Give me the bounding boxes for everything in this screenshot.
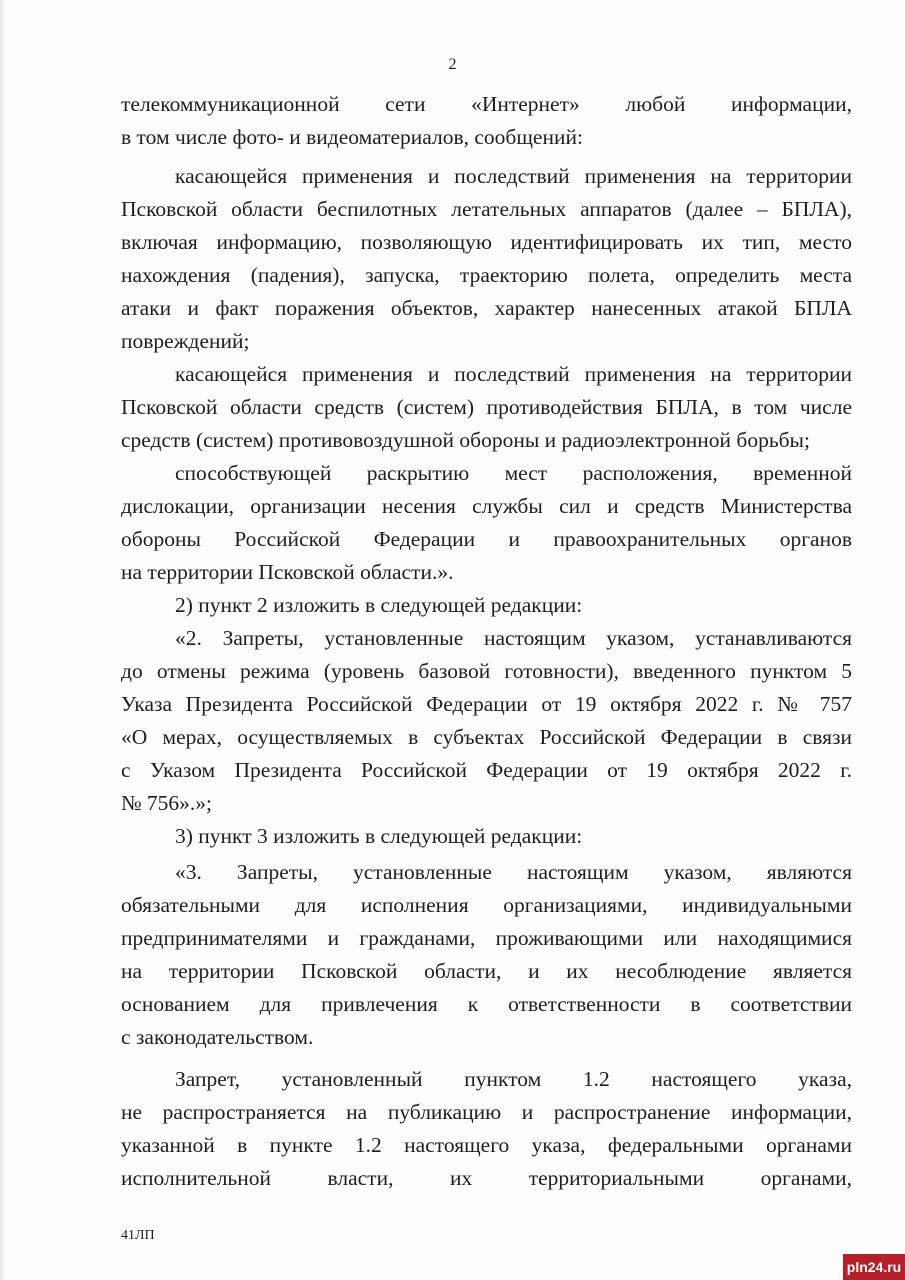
text-line: способствующей раскрытию мест расположения, временной <box>175 461 852 485</box>
text-line: предпринимателями и гражданами, проживающими или находящимися <box>121 926 852 950</box>
text-line: обязательными для исполнения организациями, индивидуальными <box>121 893 852 917</box>
text-line: в том числе фото- и видеоматериалов, сообщений: <box>121 125 583 149</box>
text-line: «2. Запреты, установленные настоящим указом, устанавливаются <box>175 626 852 650</box>
text-line: № 756».»; <box>121 791 212 815</box>
text-line: телекоммуникационной сети «Интернет» любой информации, <box>121 92 852 116</box>
text-line: дислокации, организации несения службы сил и средств Министерства <box>121 494 852 518</box>
text-line: обороны Российской Федерации и правоохранительных органов <box>121 527 852 551</box>
text-line: атаки и факт поражения объектов, характер нанесенных атакой БПЛА <box>121 296 852 320</box>
text-line: повреждений; <box>121 329 250 353</box>
text-line: 2) пункт 2 изложить в следующей редакции: <box>175 593 583 617</box>
text-line: «3. Запреты, установленные настоящим указом, являются <box>175 860 852 884</box>
text-line: не распространяется на публикацию и распространение информации, <box>121 1100 852 1124</box>
text-line: нахождения (падения), запуска, траекторию полета, определить места <box>121 263 852 287</box>
text-line: основанием для привлечения к ответственности в соответствии <box>121 992 852 1016</box>
text-line: на территории Псковской области, и их несоблюдение является <box>121 959 852 983</box>
text-line: касающейся применения и последствий применения на территории <box>175 164 852 188</box>
text-line: Псковской области средств (систем) противодействия БПЛА, в том числе <box>121 395 852 419</box>
text-line: средств (систем) противовоздушной обороны и радиоэлектронной борьбы; <box>121 428 810 452</box>
page-number: 2 <box>448 56 457 73</box>
text-line: включая информацию, позволяющую идентифицировать их тип, место <box>121 230 852 254</box>
text-line: Запрет, установленный пунктом 1.2 настоящего указа, <box>175 1067 852 1091</box>
text-line: «О мерах, осуществляемых в субъектах Российской Федерации в связи <box>121 725 852 749</box>
text-line: указанной в пункте 1.2 настоящего указа, федеральными органами <box>121 1133 852 1157</box>
text-line: 3) пункт 3 изложить в следующей редакции: <box>175 824 583 848</box>
scan-edge-shadow <box>0 0 6 1280</box>
text-line: исполнительной власти, их территориальными органами, <box>121 1166 852 1190</box>
text-line: Псковской области беспилотных летательных аппаратов (далее – БПЛА), <box>121 197 852 221</box>
text-line: с законодательством. <box>121 1025 314 1049</box>
site-watermark: pln24.ru <box>843 1254 905 1280</box>
footer-document-code: 41ЛП <box>121 1228 155 1243</box>
text-line: с Указом Президента Российской Федерации от 19 октября 2022 г. <box>121 758 852 782</box>
text-line: на территории Псковской области.». <box>121 560 454 584</box>
text-line: Указа Президента Российской Федерации от 19 октября 2022 г. № 757 <box>121 692 852 716</box>
text-line: касающейся применения и последствий применения на территории <box>175 362 852 386</box>
text-line: до отмены режима (уровень базовой готовности), введенного пунктом 5 <box>121 659 852 683</box>
